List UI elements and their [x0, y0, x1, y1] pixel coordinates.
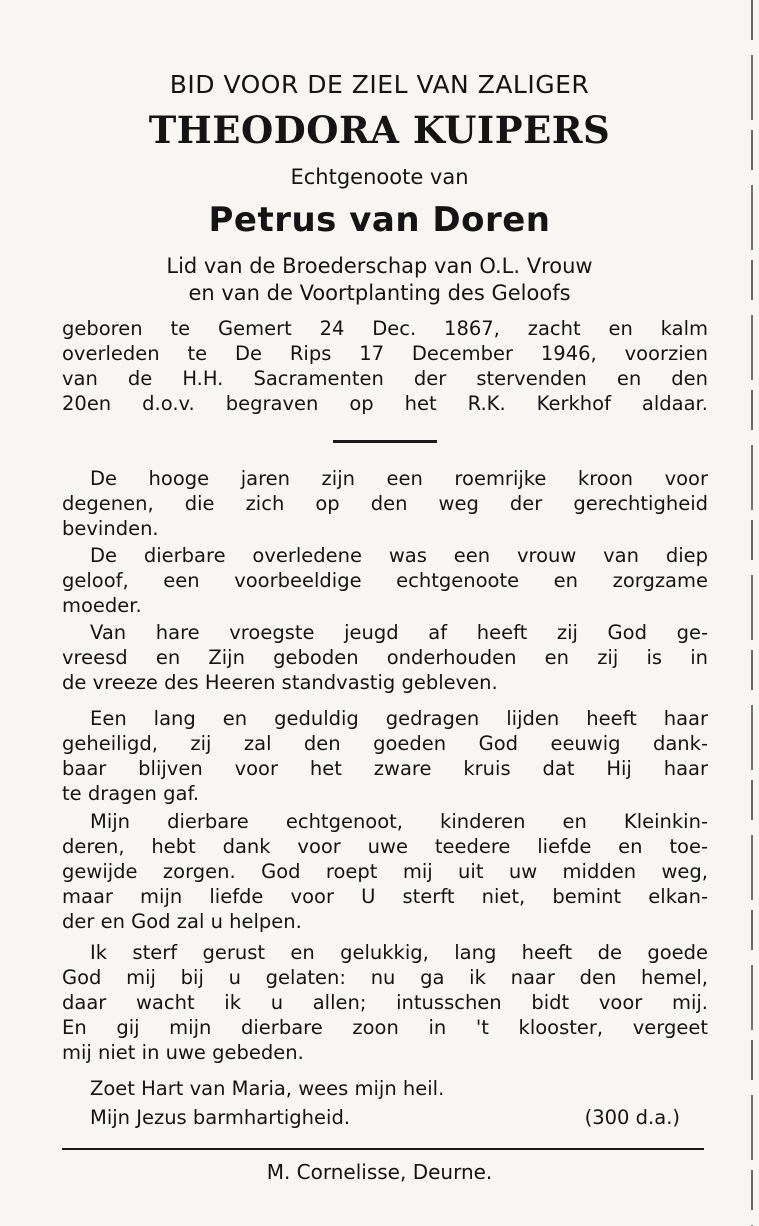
- text-line: 20en d.o.v. begraven op het R.K. Kerkhof aldaar.: [62, 392, 708, 415]
- text-line: moeder.: [62, 594, 142, 617]
- text-line: mij niet in uwe gebeden.: [62, 1041, 304, 1064]
- indulgence-note: (300 d.a.): [584, 1106, 680, 1129]
- deceased-name: THEODORA KUIPERS: [148, 108, 611, 152]
- text-line: gewijde zorgen. God roept mij uit uw midden weg,: [62, 860, 708, 883]
- paragraph-1: [62, 466, 708, 541]
- text-line: geheiligd, zij zal den goeden God eeuwig dank-: [62, 732, 708, 755]
- text-line: Van hare vroegste jeugd af heeft zij God ge-: [90, 621, 708, 644]
- text-line: God mij bij u gelaten: nu ga ik naar den hemel,: [62, 966, 708, 989]
- text-line: te dragen gaf.: [62, 782, 200, 805]
- divider: [333, 440, 437, 443]
- text-line: vreesd en Zijn geboden onderhouden en zij is in: [62, 646, 708, 669]
- text-line: En gij mijn dierbare zoon in 't klooster, vergeet: [62, 1016, 708, 1039]
- text-line: van de H.H. Sacramenten der stervenden en den: [62, 367, 708, 390]
- closing-prayer-2: [90, 1106, 680, 1129]
- membership-line-2: en van de Voortplanting des Geloofs: [188, 281, 571, 305]
- text-line: geloof, een voorbeeldige echtgenoote en zorgzame: [62, 569, 708, 592]
- text-line: der en God zal u helpen.: [62, 910, 302, 933]
- closing-prayer-text: Mijn Jezus barmhartigheid.: [90, 1106, 351, 1129]
- text-line: daar wacht ik u allen; intusschen bidt voor mij.: [62, 991, 708, 1014]
- text-line: baar blijven voor het zware kruis dat Hij haar: [62, 757, 708, 780]
- membership-line-1: Lid van de Broederschap van O.L. Vrouw: [166, 254, 593, 278]
- paragraph-6: [62, 940, 708, 1065]
- text-line: De hooge jaren zijn een roemrijke kroon voor: [90, 467, 708, 490]
- printer-credit: M. Cornelisse, Deurne.: [266, 1160, 493, 1184]
- text-line: De dierbare overledene was een vrouw van diep: [90, 544, 708, 567]
- text-line: geboren te Gemert 24 Dec. 1867, zacht en kalm: [62, 317, 708, 340]
- footer-rule: [62, 1148, 704, 1150]
- text-line: Mijn dierbare echtgenoot, kinderen en Kleinkin-: [90, 810, 708, 833]
- paragraph-4: [62, 706, 708, 806]
- closing-prayer-1: Zoet Hart van Maria, wees mijn heil.: [90, 1077, 445, 1100]
- text-line: bevinden.: [62, 517, 159, 540]
- paragraph-2: [62, 543, 708, 618]
- text-line: de vreeze des Heeren standvastig gebleven.: [62, 671, 498, 694]
- prayer-heading: BID VOOR DE ZIEL VAN ZALIGER: [169, 70, 590, 99]
- relation-label: Echtgenoote van: [290, 165, 469, 189]
- paragraph-5: [62, 809, 708, 934]
- spouse-name: Petrus van Doren: [208, 200, 551, 240]
- text-line: Ik sterf gerust en gelukkig, lang heeft de goede: [90, 941, 708, 964]
- text-line: overleden te De Rips 17 December 1946, voorzien: [62, 342, 708, 365]
- paragraph-3: [62, 620, 708, 695]
- birth-death-paragraph: [62, 316, 708, 416]
- text-line: degenen, die zich op den weg der gerechtigheid: [62, 492, 708, 515]
- text-line: maar mijn liefde voor U sterft niet, bemint elkan-: [62, 885, 708, 908]
- text-line: deren, hebt dank voor uwe teedere liefde en toe-: [62, 835, 708, 858]
- text-line: Een lang en geduldig gedragen lijden heeft haar: [90, 707, 708, 730]
